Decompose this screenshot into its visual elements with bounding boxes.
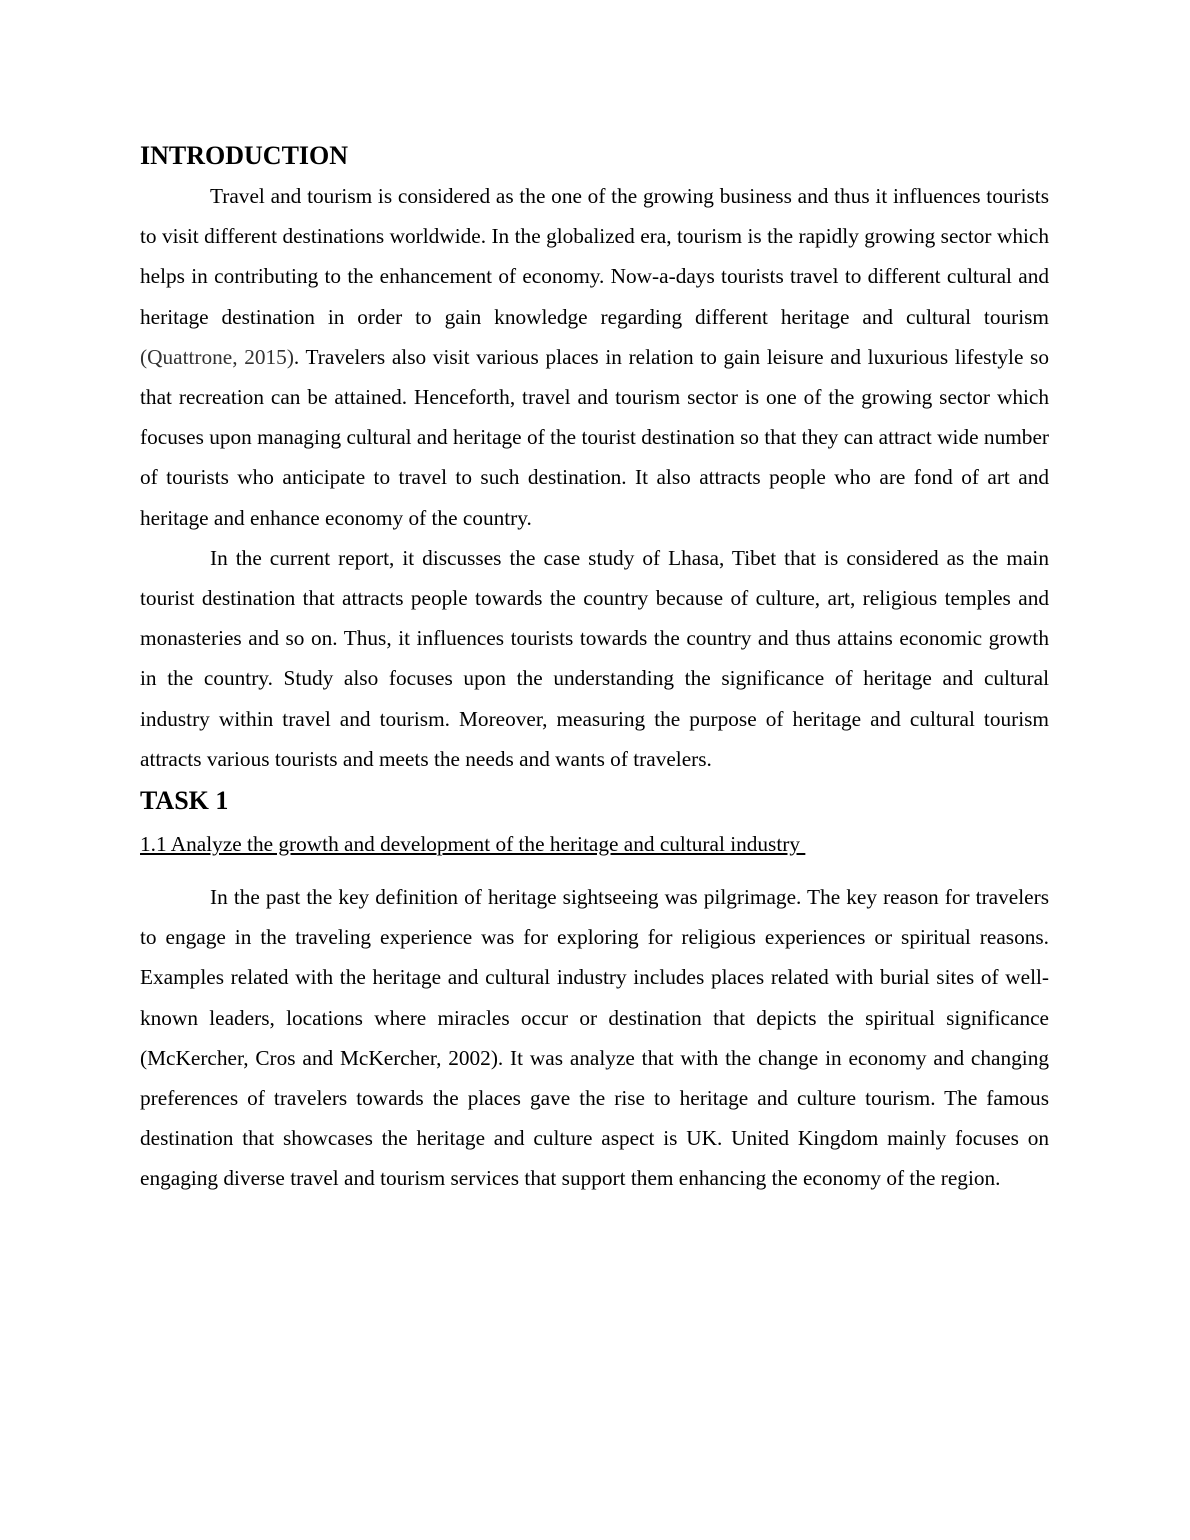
section-1-1-paragraph-1: In the past the key definition of heritage sightseeing was pilgrimage. The key reason for travelers to engage in the traveling experience was for exploring for religious experiences or spiritual reasons. Examples related with the heritage and cultural industry includes places related with burial sites of well-known leaders, locations where miracles occur or destination that depicts the spiritual significance (McKercher, Cros and McKercher, 2002). It was analyze that with the change in economy and changing preferences of travelers towards the places gave the rise to heritage and culture tourism. The famous destination that showcases the heritage and culture aspect is UK. United Kingdom mainly focuses on engaging diverse travel and tourism services that support them enhancing the economy of the region. [140,885,1049,1191]
introduction-paragraph-1 [140,176,1049,538]
introduction-paragraph-2: In the current report, it discusses the case study of Lhasa, Tibet that is considered as the main tourist destination that attracts people towards the country because of culture, art, religious temples and monasteries and so on. Thus, it influences tourists towards the country and thus attains economic growth in the country. Study also focuses upon the understanding the significance of heritage and cultural industry within travel and tourism. Moreover, measuring the purpose of heritage and cultural tourism attracts various tourists and meets the needs and wants of travelers. [140,545,1049,771]
introduction-paragraph-1-text-b: . Travelers also visit various places in relation to gain leisure and luxurious lifestyle so that recreation can be attained. Henceforth, travel and tourism sector is one of the growing sector which focuses upon managing cultural and heritage of the tourist destination so that they can attract wide number of tourists who anticipate to travel to such destination. It also attracts people who are fond of art and heritage and enhance economy of the country. [140,344,1049,530]
introduction-heading: INTRODUCTION [140,141,349,170]
citation-quattrone: (Quattrone, 2015) [140,344,294,369]
document-page [140,138,1049,1199]
introduction-paragraph-1-text-a: Travel and tourism is considered as the one of the growing business and thus it influences tourists to visit different destinations worldwide. In the globalized era, tourism is the rapidly growing sector which helps in contributing to the enhancement of economy. Now-a-days tourists travel to different cultural and heritage destination in order to gain knowledge regarding different heritage and cultural tourism [140,184,1049,329]
section-1-1-heading: 1.1 Analyze the growth and development of the heritage and cultural industry [140,832,806,857]
task1-heading: TASK 1 [140,786,229,816]
